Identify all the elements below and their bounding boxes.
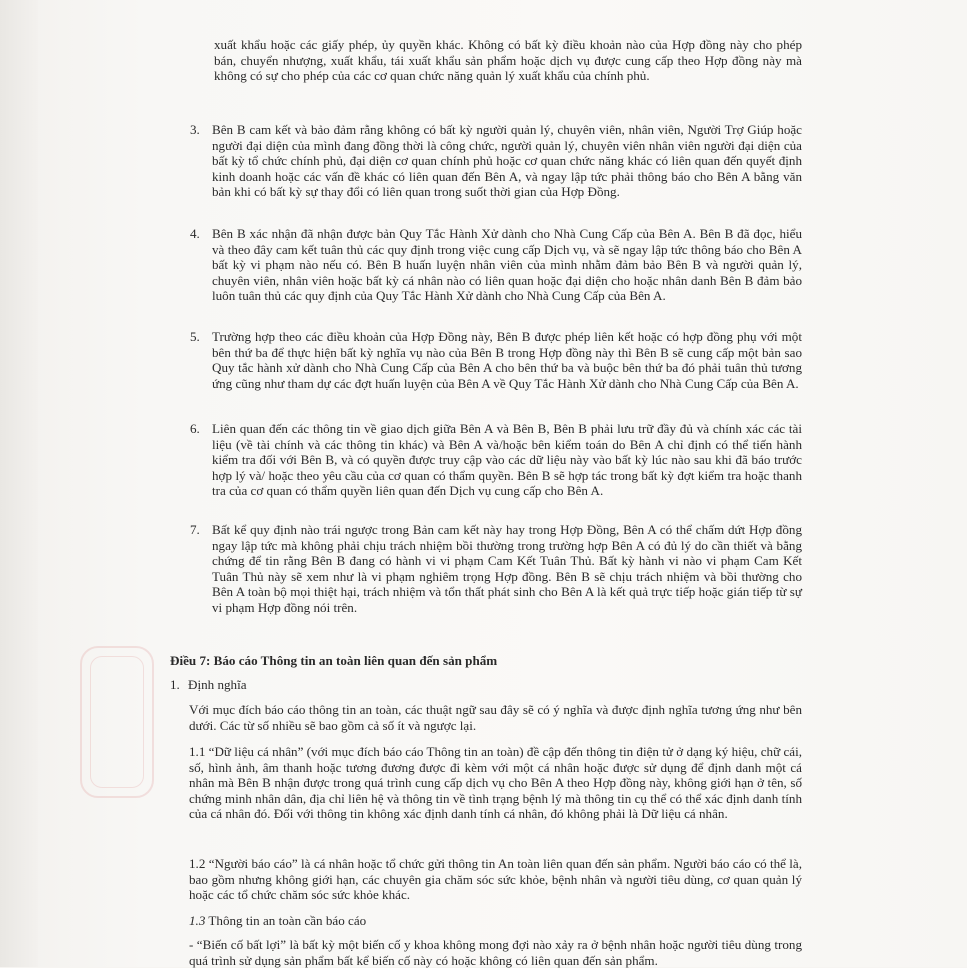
- definition-personal-data: 1.1 “Dữ liệu cá nhân” (với mục đích báo cáo Thông tin an toàn) đề cập đến thông tin điện tử ở dạng ký hiệu, chữ cái, số, hình ảnh, âm thanh hoặc tương đương được đi kèm với một cá nhân hoặc được sử dụng để định danh một cá nhân mà Bên B nhận được trong quá trình cung cấp dịch vụ cho Bên A theo Hợp đồng này, không giới hạn ở tên, số chứng minh nhân dân, địa chỉ liên hệ và thông tin về tình trạng bệnh lý mà thông tin cụ thể có thể xác định danh tính của cá nhân đó. Đối với thông tin không xác định danh tính cá nhân, đó không phải là Dữ liệu cá nhân.: [189, 744, 802, 821]
- article-heading: Điều 7: Báo cáo Thông tin an toàn liên quan đến sản phẩm: [170, 653, 498, 668]
- definition-safety-info-heading: 1.3 Thông tin an toàn cần báo cáo: [189, 913, 367, 928]
- definition-adverse-event: - “Biến cố bất lợi” là bất kỳ một biến cố y khoa không mong đợi nào xảy ra ở bệnh nhân hoặc người tiêu dùng trong quá trình sử dụng sản phẩm bất kể biến cố này có hoặc không có liên quan đến sản phẩm.: [189, 937, 802, 968]
- continuation-paragraph: xuất khẩu hoặc các giấy phép, ủy quyền khác. Không có bất kỳ điều khoản nào của Hợp đồng này cho phép bán, chuyển nhượng, xuất khẩu, tái xuất khẩu sản phẩm hoặc dịch vụ được cung cấp theo Hợp đồng này mà không có sự cho phép của các cơ quan chức năng quản lý xuất khẩu của chính phủ.: [214, 37, 802, 83]
- definition-reporter: 1.2 “Người báo cáo” là cá nhân hoặc tổ chức gửi thông tin An toàn liên quan đến sản phẩm. Người báo cáo có thể là, bao gồm nhưng không giới hạn, các chuyên gia chăm sóc sức khỏe, bệnh nhân và người tiêu dùng, cơ quan quản lý hoặc các tổ chức chăm sóc sức khỏe khác.: [189, 856, 802, 902]
- intro-paragraph: Với mục đích báo cáo thông tin an toàn, các thuật ngữ sau đây sẽ có ý nghĩa và được định nghĩa tương ứng như bên dưới. Các từ số nhiều sẽ bao gồm cả số ít và ngược lại.: [189, 702, 802, 733]
- document-body: xuất khẩu hoặc các giấy phép, ủy quyền khác. Không có bất kỳ điều khoản nào của Hợp đồng này cho phép bán, chuyển nhượng, xuất khẩu, tái xuất khẩu sản phẩm hoặc dịch vụ được cung cấp theo Hợp đồng này mà không có sự cho phép của các cơ quan chức năng quản lý xuất khẩu của chính phủ. 3. Bên B cam kết và bảo đảm rằng không có bất kỳ người quản lý, chuyên viên, nhân viên, Người Trợ Giúp hoặc người đại diện của mình đang đồng thời là công chức, người quản lý, chuyên viên nhân viên người đại diện của bất kỳ tổ chức chính phủ, đại diện cơ quan chính phủ hoặc cơ quan chức năng khác có liên quan đến quyết định kinh doanh hoặc các vấn đề khác có liên quan đến Bên A, và ngay lập tức phải thông báo cho Bên A bằng văn bản khi có bất kỳ sự thay đổi có liên quan trong suốt thời gian của Hợp Đồng. 4. Bên B xác nhận đã nhận được bản Quy Tắc Hành Xử dành cho Nhà Cung Cấp của Bên A. Bên B đã đọc, hiểu và theo đây cam kết tuân thủ các quy định trong việc cung cấp Dịch vụ, và sẽ ngay lập tức thông báo cho Bên A bất kỳ vi phạm nào nếu có. Bên B huấn luyện nhân viên của mình nhằm đảm bảo Bên B và người quản lý, chuyên viên, nhân viên hoặc bất kỳ cá nhân nào có liên quan hoặc đại diện cho hoặc nhân danh Bên B đảm bảo luôn tuân thủ các quy định của Quy Tắc Hành Xử dành cho Nhà Cung Cấp của Bên A. 5. Trường hợp theo các điều khoản của Hợp Đồng này, Bên B được phép liên kết hoặc có hợp đồng phụ với một bên thứ ba để thực hiện bất kỳ nghĩa vụ nào của Bên B trong Hợp đồng này thì Bên B sẽ cung cấp một bản sao Quy tắc hành xử dành cho Nhà Cung Cấp của Bên A cho bên thứ ba và buộc bên thứ ba đó phải tuân thủ tương ứng cũng như tham dự các đợt huấn luyện của Bên A về Quy Tắc Hành Xử dành cho Nhà Cung Cấp của Bên A. 6. Liên quan đến các thông tin về giao dịch giữa Bên A và Bên B, Bên B phải lưu trữ đầy đủ và chính xác các tài liệu (về tài chính và các thông tin khác) và Bên A và/hoặc bên kiểm toán do Bên A chỉ định có thể tiến hành kiểm tra đối với Bên B, và có quyền được truy cập vào các dữ liệu này vào bất kỳ lúc nào sau khi đã báo trước hợp lý và/ hoặc theo yêu cầu của cơ quan có thẩm quyền. Bên B sẽ hợp tác trong bất kỳ đợt kiểm tra hoặc thanh tra của cơ quan có thẩm quyền liên quan đến Dịch vụ cung cấp cho Bên A. 7. Bất kể quy định nào trái ngược trong Bản cam kết này hay trong Hợp Đồng, Bên A có thể chấm dứt Hợp đồng ngay lập tức mà không phải chịu trách nhiệm bồi thường trong trường hợp Bên A có đủ lý do cần thiết và bằng chứng để tin rằng Bên B đang có hành vi vi phạm Cam Kết Tuân Thủ. Bất kỳ hành vi nào vi phạm Cam Kết Tuân Thủ này sẽ xem như là vi phạm nghiêm trọng Hợp đồng. Bên B sẽ chịu trách nhiệm và bồi thường cho Bên A toàn bộ mọi thiệt hại, trách nhiệm và tổn thất phát sinh cho Bên A là kết quả trực tiếp hoặc gián tiếp từ sự vi phạm Hợp đồng nói trên. Điều 7: Báo cáo Thông tin an toàn liên quan đến sản phẩm 1. Định nghĩa Với mục đích báo cáo thông tin an toàn, các thuật ngữ sau đây sẽ có ý nghĩa và được định nghĩa tương ứng như bên dưới. Các từ số nhiều sẽ bao gồm cả số ít và ngược lại. 1.1 “Dữ liệu cá nhân” (với mục đích báo cáo Thông tin an toàn) đề cập đến thông tin điện tử ở dạng ký hiệu, chữ cái, số, hình ảnh, âm thanh hoặc tương đương được đi kèm với một cá nhân hoặc được sử dụng để định danh một cá nhân mà Bên B nhận được trong quá trình cung cấp dịch vụ cho Bên A theo Hợp đồng này, không giới hạn ở tên, số chứng minh nhân dân, địa chỉ liên hệ và thông tin về tình trạng bệnh lý mà thông tin cụ thể có thể xác định danh tính của cá nhân đó. Đối với thông tin không xác định danh tính cá nhân, đó không phải là Dữ liệu cá nhân. 1.2 “Người báo cáo” là cá nhân hoặc tổ chức gửi thông tin An toàn liên quan đến sản phẩm. Người báo cáo có thể là, bao gồm nhưng không giới hạn, các chuyên gia chăm sóc sức khỏe, bệnh nhân và người tiêu dùng, cơ quan quản lý hoặc các tổ chức chăm sóc sức khỏe khác. 1.3 Thông tin an toàn cần báo cáo - “Biến cố bất lợi” là bất kỳ một biến cố y khoa không mong đợi nào xảy ra ở bệnh nhân hoặc người tiêu dùng trong quá trình sử dụng sản phẩm bất kể biến cố này có hoặc không có liên quan đến sản phẩm.: [170, 37, 802, 968]
